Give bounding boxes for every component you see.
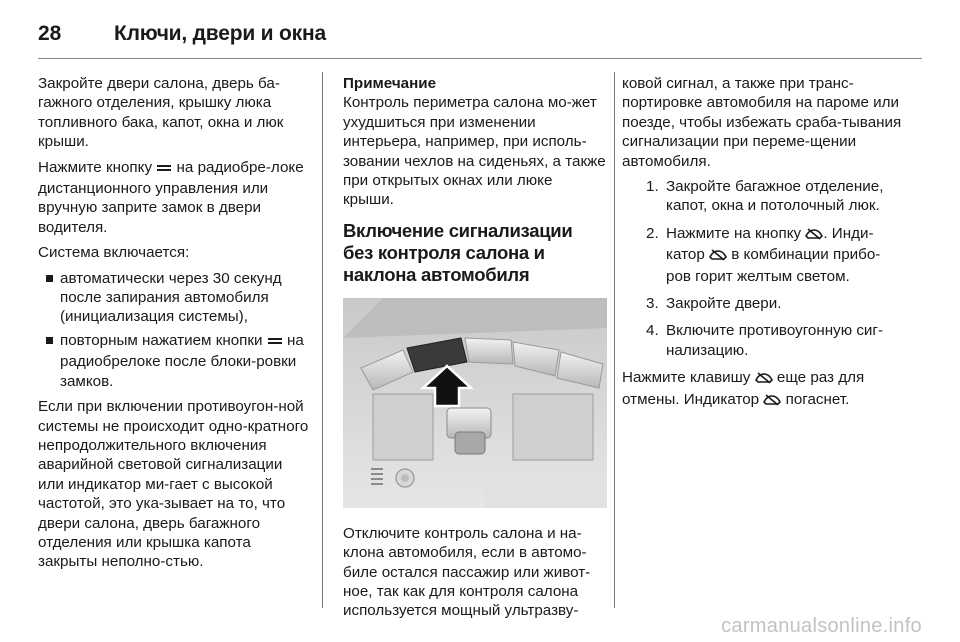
activation-list xyxy=(38,269,312,391)
paragraph-close-doors: Закройте двери салона, дверь ба-гажного отделения, крышку люка топливного бака, капот, окна и люк крыши. xyxy=(38,75,284,151)
section-title: Включение сигнализации без контроля салона и наклона автомобиля xyxy=(343,219,573,285)
page-header xyxy=(38,14,326,54)
header-divider xyxy=(38,58,922,59)
list-item: автоматически через 30 секунд после запирания автомобиля (инициализация системы), xyxy=(38,269,312,327)
paragraph-transport: ковой сигнал, а также при транс-портировке автомобиля на пароме или поезде, чтобы избежать сраба-тывания сигнализации при переме-щении автомобиля. xyxy=(622,75,902,170)
column-3 xyxy=(622,74,904,417)
interior-monitoring-off-icon xyxy=(805,226,823,245)
list-item: 1. Закройте багажное отделение, капот, окна и потолочный люк. xyxy=(646,178,884,215)
interior-monitoring-off-icon xyxy=(763,392,781,411)
paragraph-disable-monitoring: Отключите контроль салона и на-клона автомобиля, если в автомо-биле остался пассажир или живот-ное, так как для контроля салона используется мощный ультразву- xyxy=(343,524,591,620)
lock-button-icon xyxy=(156,160,172,179)
column-divider-2 xyxy=(614,72,615,608)
page-number: 28 xyxy=(38,22,62,45)
list-item: 3. Закройте двери. xyxy=(646,295,782,313)
paragraph-press-button: Нажмите кнопку на радиобре-локе дистанционного управления или вручную заприте замок в двери водителя. xyxy=(38,158,304,236)
column-2 xyxy=(343,74,607,627)
list-item: 4. Включите противоугонную сиг-нализацию. xyxy=(646,322,884,359)
paragraph-warning: Если при включении противоугон-ной системы не происходит одно-кратного непродолжительного включения аварийной световой сигнализации или индикатор ми-гает с высокой частотой, это ука-зывает на то, что двери салона, дверь багажного отделения или крышка капота закрыты неполно-стью. xyxy=(38,398,309,571)
interior-monitoring-off-icon xyxy=(755,370,773,389)
paragraph-system-activates: Система включается: xyxy=(38,244,190,262)
paragraph-cancel: Нажмите клавишу еще раз для отмены. Индикатор погаснет. xyxy=(622,368,904,411)
bullet-square-icon xyxy=(46,275,53,282)
site-watermark: carmanualsonline.info xyxy=(721,615,922,637)
column-divider-1 xyxy=(322,72,323,608)
bullet-square-icon xyxy=(46,337,53,344)
chapter-title: Ключи, двери и окна xyxy=(114,22,326,45)
steps-list xyxy=(622,177,904,360)
list-item: 2. Нажмите на кнопку . Инди-катор в комбинации прибо-ров горит желтым светом. xyxy=(646,224,881,285)
lock-button-icon xyxy=(267,333,283,352)
note-text: Контроль периметра салона мо-жет ухудшиться при изменении интерьера, например, при исполь-зовании чехлов на сиденьях, а также при открытых окнах или люке крыши. xyxy=(343,94,606,209)
column-1 xyxy=(38,74,312,578)
note-title: Примечание xyxy=(343,75,437,92)
console-buttons-photo xyxy=(343,298,607,508)
interior-monitoring-off-icon xyxy=(709,247,727,266)
list-item: повторным нажатием кнопки на радиобрелоке после блоки-ровки замков. xyxy=(38,331,312,391)
console-illustration xyxy=(343,298,607,508)
